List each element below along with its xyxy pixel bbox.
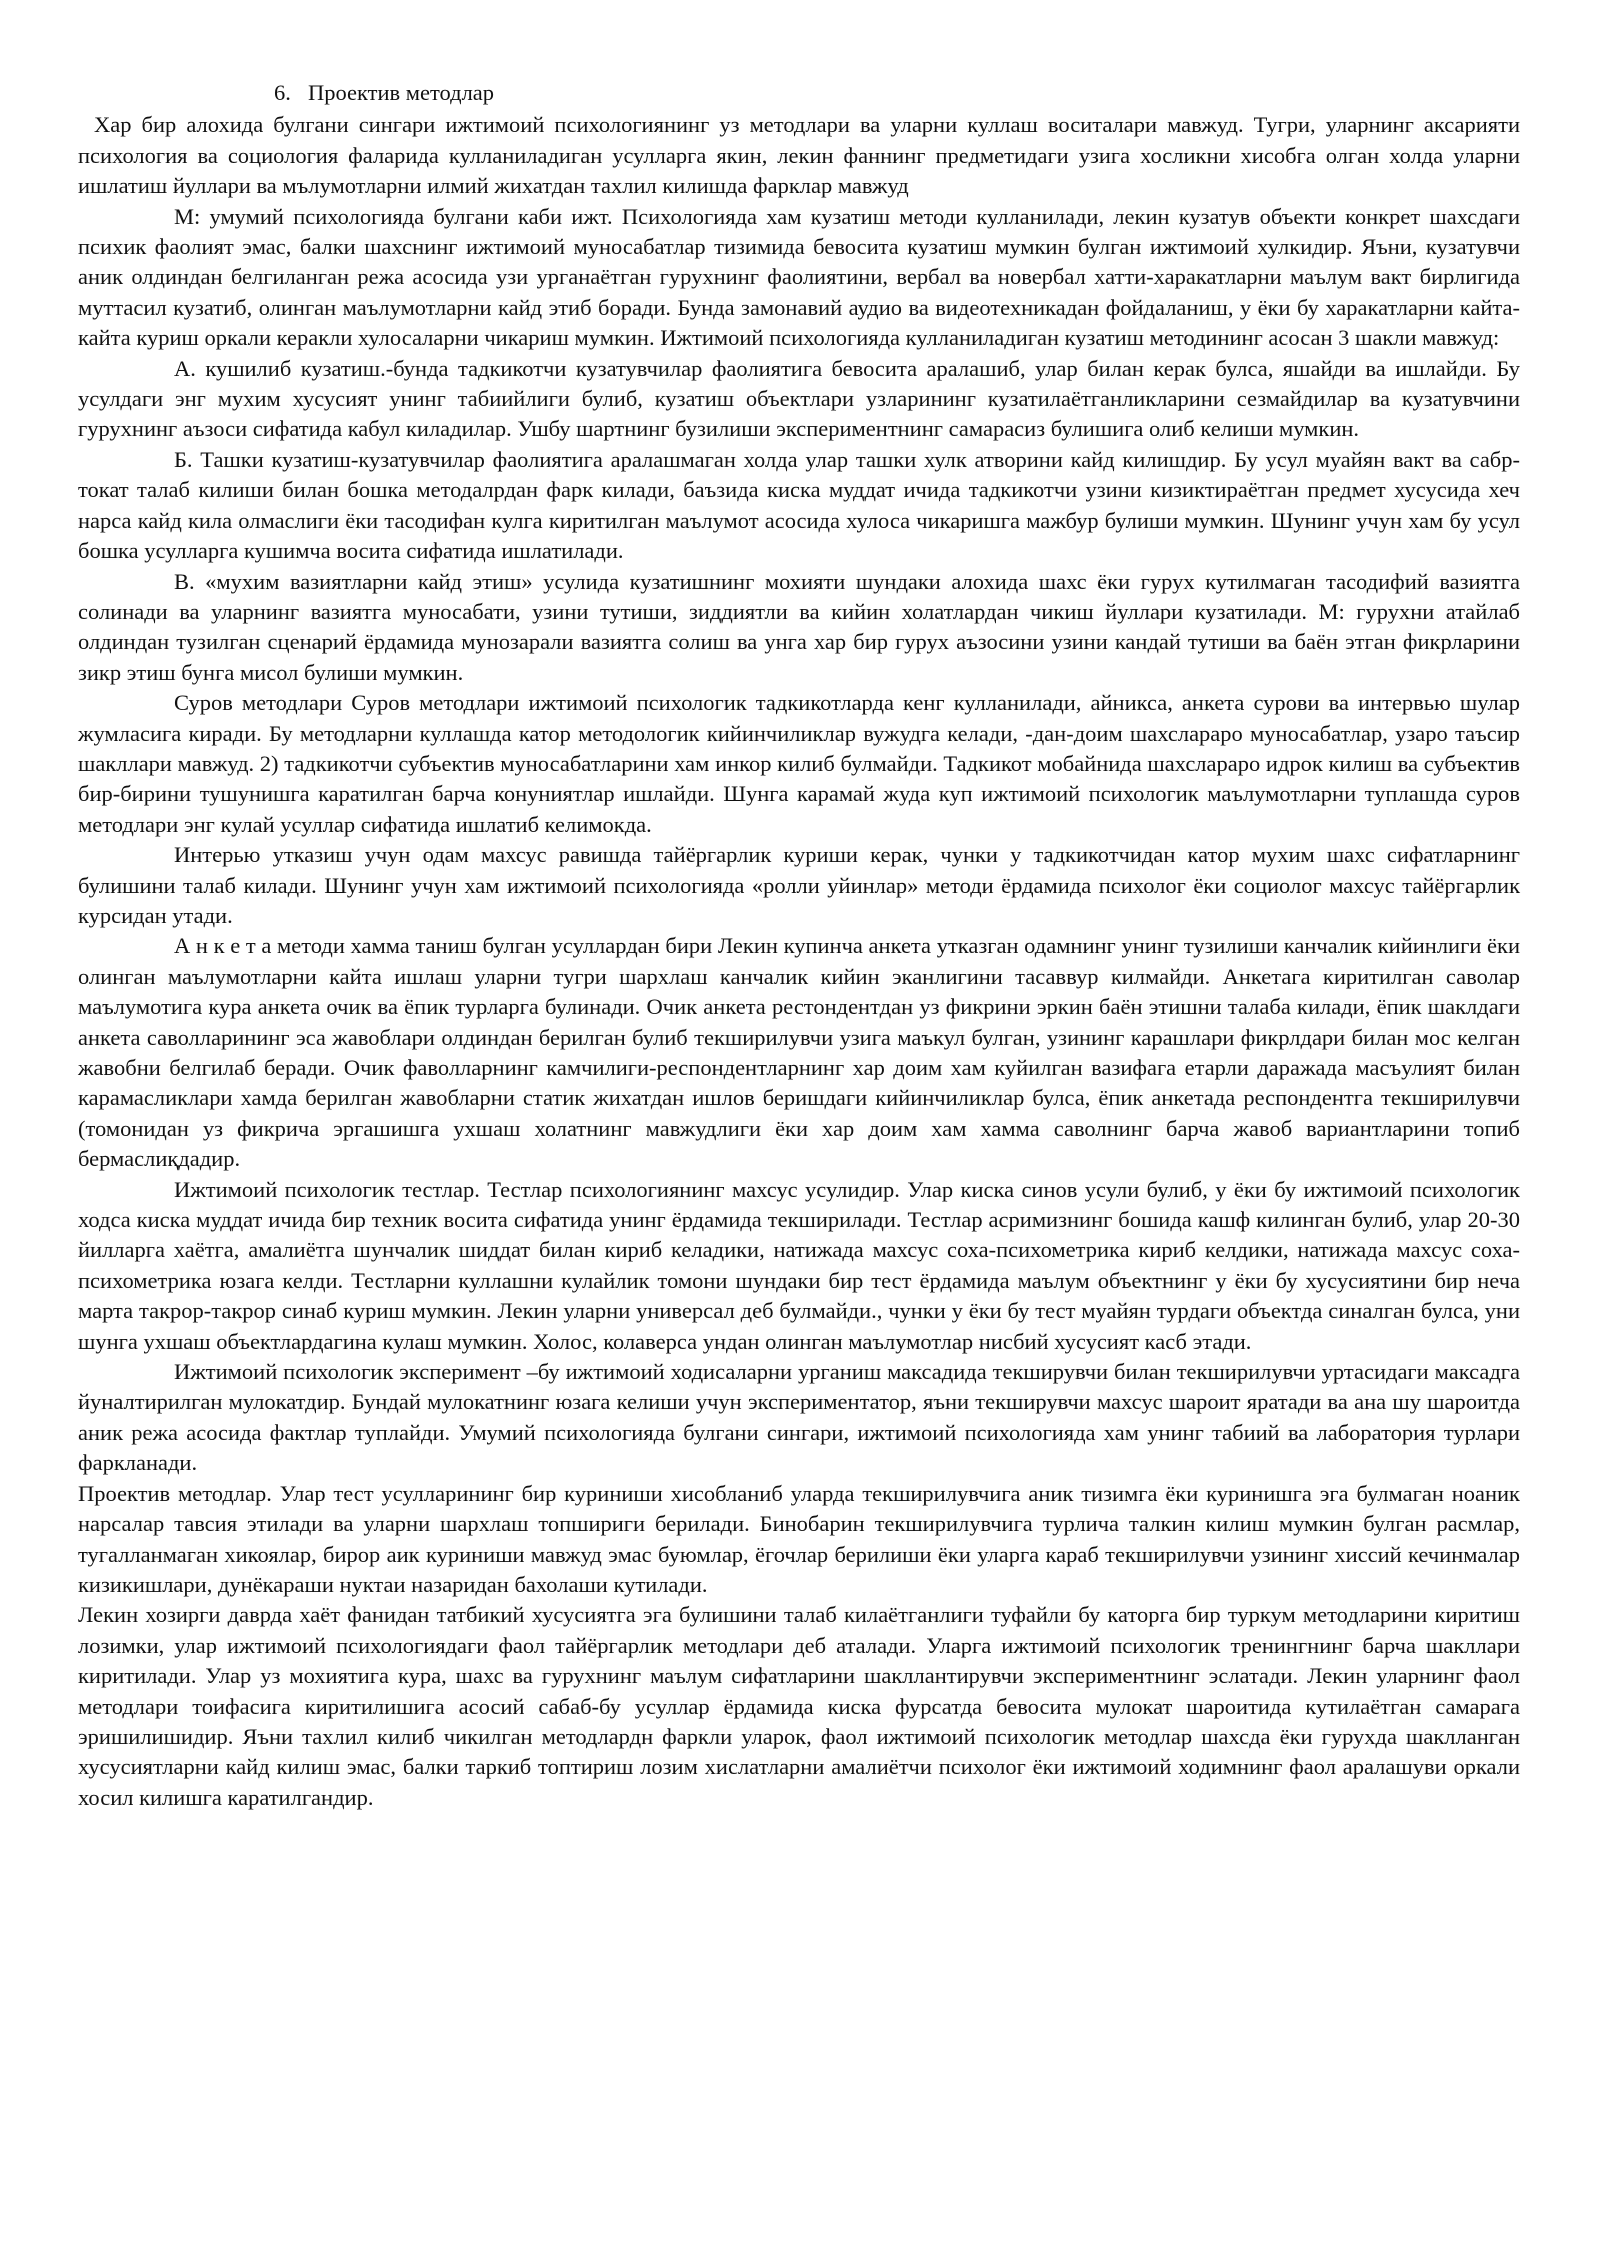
section-number: 6. [274, 80, 291, 105]
paragraph-projective: Проектив методлар. Улар тест усулларининг бир куриниши хисобланиб уларда текширилувчига аник тизимга ёки куринишга эга булмаган ноаник нарсалар тавсия этилади ва уларни шархлаш топшириги берилади. Бинобарин текширилувчига турлича талкин килиш мумкин булган расмлар, тугалланмаган хикоялар, бирор аик куриниши мавжуд эмас буюмлар, ёгочлар берилиши ёки уларга караб текширилувчи узининг хиссий кечинмалар кизикишлари, дунёкараши нуктаи назаридан бахолаши кутилади. [78, 1480, 1520, 1597]
paragraph-questionnaire: А н к е т а методи хамма таниш булган усуллардан бири Лекин купинча анкета утказган одамнинг унинг тузилиши канчалик кийинлиги ёки олинган маълумотларни кайта ишлаш уларни тугри шархлаш канчалик кийин эканлигини тасаввур килмайди. Анкетага киритилган саволар маълумотига кура анкета очик ва ёпик турларга булинади. Очик анкета рестондентдан уз фикрини эркин баён этишни талаба килади, ёпик шаклдаги анкета саволларининг эса жавоблари олдиндан берилган булиб текширилувчи узига маъкул булган, узининг карашлари фикрлдари билан мос келган жавобни белгилаб беради. Очик фаволларнинг камчилиги-респондентларнинг хар доим хам куйилган вазифага етарли даражада масъулият билан карамасликлари хамда берилган жавобларни статик жихатдан ишлов беришдаги кийинчиликлар булса, ёпик анкетада респондентга текширилувчи (томонидан уз фикрича эргашишга ухшаш холатнинг мавжудлиги ёки хар доим хам хамма саволнинг барча жавоб вариантларини топиб бермаслиқдадир. [78, 933, 1520, 1172]
paragraph-active-methods: Лекин хозирги даврда хаёт фанидан татбикий хусусиятга эга булишини талаб килаётганлиги туфайли бу каторга бир туркум методларини киритиш лозимки, улар ижтимоий психологиядаги фаол тайёргарлик методлари деб аталади. Уларга ижтимоий психологик тренингнинг барча шакллари киритилади. Улар уз мохиятига кура, шахс ва гурухнинг маълум сифатларини шакллантирувчи экспериментнинг эслатади. Лекин уларнинг фаол методлари тоифасига киритилишига асосий сабаб-бу усуллар ёрдамида киска фурсатда бевосита мулокат шароитида кутилаётган самарага эришилишидир. Яъни тахлил килиб чикилган методлардн фаркли уларок, фаол ижтимоий психологик методлар шахсда ёки гурухда шаклланган хусусиятларни кайд килиш эмас, балки таркиб топтириш лозим хислатларни амалиётчи психолог ёки ижтимоий ходимнинг фаол аралашуви оркали хосил килишга каратилгандир. [78, 1602, 1520, 1810]
paragraph-interview: Интерью утказиш учун одам махсус равишда тайёргарлик куриши керак, чунки у тадкикотчидан катор мухим шахс сифатларнинг булишини талаб килади. Шунинг учун хам ижтимоий психологияда «ролли уйинлар» методи ёрдамида психолог ёки социолог махсус тайёргарлик курсидан утади. [78, 842, 1520, 928]
paragraph-observation: М: умумий психологияда булгани каби ижт. Психологияда хам кузатиш методи кулланилади, лекин кузатув объекти конкрет шахсдаги психик фаолият эмас, балки шахснинг ижтимоий муносабатлар тизимида бевосита кузатиш мумкин булган ижтимоий хулкидир. Яъни, кузатувчи аник олдиндан белгиланган режа асосида узи урганаётган гурухнинг фаолиятини, вербал ва новербал хатти-харакатларни маълум вакт бирлигида муттасил кузатиб, олинган маълумотларни кайд этиб боради. Бунда замонавий аудио ва видеотехникадан фойдаланиш, у ёки бу харакатларни кайта-кайта куриш оркали керакли хулосаларни чикариш мумкин. Ижтимоий психологияда кулланиладиган кузатиш методининг асосан 3 шакли мавжуд: [78, 203, 1520, 351]
paragraph-observation-c: В. «мухим вазиятларни кайд этиш» усулида кузатишнинг мохияти шундаки алохида шахс ёки гурух кутилмаган тасодифий вазиятга солинади ва уларнинг вазиятга муносабати, узини тутиши, зиддиятли ва кийин холатлардан чикиш йуллари кузатилади. М: гурухни атайлаб олдиндан тузилган сценарий ёрдамида мунозарали вазиятга солиш ва унга хар бир гурух аъзосини узини кандай тутиши ва баён этган фикрларини зикр этиш бунга мисол булиши мумкин. [78, 568, 1520, 685]
paragraph-experiment: Ижтимоий психологик эксперимент –бу ижтимоий ходисаларни урганиш максадида текширувчи билан текширилувчи уртасидаги максадга йуналтирилган мулокатдир. Бундай мулокатнинг юзага келиши учун экспериментатор, яъни текширувчи махсус шароит яратади ва ана шу шароитда аник режа асосида фактлар туплайди. Умумий психологияда булгани сингари, ижтимоий психологияда хам унинг табиий ва лаборатория турлари фаркланади. [78, 1359, 1520, 1476]
paragraph-observation-b: Б. Ташки кузатиш-кузатувчилар фаолиятига аралашмаган холда улар ташки хулк атворини кайд килишдир. Бу усул муайян вакт ва сабр-токат талаб килиши билан бошка методалрдан фарк килади, баъзида киска муддат ичида тадкикотчи узини кизиктираётган предмет хусусида хеч нарса кайд кила олмаслиги ёки тасодифан кулга киритилган маълумот асосида хулоса чикаришга мажбур булиши мумкин. Шунинг учун хам бу усул бошка усулларга кушимча восита сифатида ишлатилади. [78, 446, 1520, 564]
paragraph-intro: Хар бир алохида булгани сингари ижтимоий психологиянинг уз методлари ва уларни куллаш воситалари мавжуд. Тугри, уларнинг аксарияти психология ва социология фаларида кулланиладиган усулларга якин, лекин фаннинг предметидаги узига хосликни хисобга олган холда уларни ишлатиш йуллари ва мълумотларни илмий жихатдан тахлил килишда фарклар мавжуд [78, 112, 1520, 199]
section-title: Проектив методлар [308, 80, 495, 105]
section-heading [78, 78, 1520, 108]
paragraph-tests: Ижтимоий психологик тестлар. Тестлар психологиянинг махсус усулидир. Улар киска синов усули булиб, у ёки бу ижтимоий психологик ходса киска муддат ичида бир техник восита сифатида унинг ёрдамида текширилади. Тестлар асримизнинг бошида кашф килинган булиб, улар 20-30 йилларга хаётга, амалиётга шунчалик шиддат билан кириб келадики, натижада махсус соха-психометрика кириб келдики, натижада махсус соха-психометрика юзага келди. Тестларни куллашни кулайлик томони шундаки бир тест ёрдамида маълум объектнинг у ёки бу хусусиятини бир неча марта такрор-такрор синаб куриш мумкин. Лекин уларни универсал деб булмайди., чунки у ёки бу тест муайян турдаги объектда синалган булса, уни шунга ухшаш объектлардагина кулаш мумкин. Холос, колаверса ундан олинган маълумотлар нисбий хусусият касб этади. [78, 1176, 1520, 1354]
paragraph-observation-a: А. кушилиб кузатиш.-бунда тадкикотчи кузатувчилар фаолиятига бевосита аралашиб, улар билан керак булса, яшайди ва ишлайди. Бу усулдаги энг мухим хусусият унинг табиийлиги булиб, кузатиш объектлари узларининг кузатилаётганликларини сезмайдилар ва кузатувчини гурухнинг аъзоси сифатида кабул киладилар. Ушбу шартнинг бузилиши экспериментнинг самарасиз булишига олиб келиши мумкин. [78, 355, 1520, 442]
document-page [78, 78, 1520, 1813]
paragraph-survey-methods: Суров методлари Суров методлари ижтимоий психологик тадкикотларда кенг кулланилади, айникса, анкета сурови ва интервью шулар жумласига киради. Бу методларни куллашда катор методологик кийинчиликлар вужудга келади, -дан-доим шахслараро муносабатлар, узаро таъсир шакллари мавжуд. 2) тадкикотчи субъектив муносабатларини хам инкор килиб булмайди. Тадкикот мобайнида шахслараро идрок килиш ва субъектив бир-бирини тушунишга каратилган барча конуниятлар ишлайди. Шунга карамай жуда куп ижтимоий психологик маълумотларни туплашда суров методлари энг кулай усуллар сифатида ишлатиб келимокда. [78, 690, 1520, 837]
